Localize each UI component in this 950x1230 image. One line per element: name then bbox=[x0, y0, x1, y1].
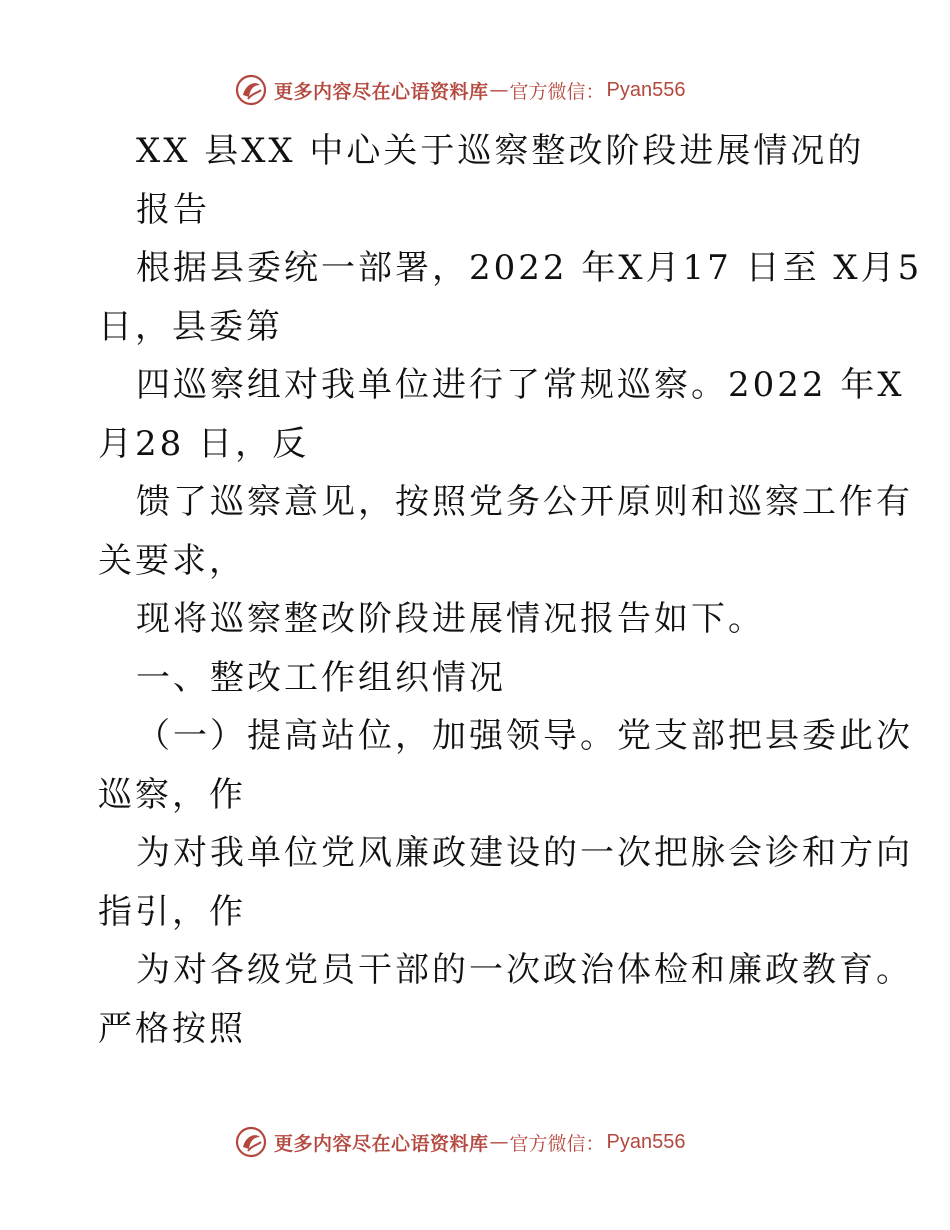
paragraph-line: 关要求， bbox=[98, 540, 246, 581]
paragraph-line: 馈了巡察意见，按照党务公开原则和巡察工作有 bbox=[136, 482, 913, 522]
page-header-watermark bbox=[0, 70, 950, 110]
document-title-line-2: 报告 bbox=[136, 189, 210, 230]
watermark-text: 更多内容尽在心语资料库 bbox=[274, 80, 489, 103]
watermark-id: Pyan556 bbox=[606, 78, 686, 101]
watermark-id: Pyan556 bbox=[606, 1130, 686, 1153]
paragraph-line: （一）提高站位，加强领导。党支部把县委此次 bbox=[136, 716, 913, 756]
watermark-banner bbox=[234, 70, 686, 110]
paragraph-line: 日，县委第 bbox=[98, 306, 283, 347]
flame-swirl-logo-icon bbox=[234, 1125, 268, 1159]
watermark-label: 官方微信： bbox=[509, 80, 605, 103]
watermark-text: 更多内容尽在心语资料库 bbox=[274, 1132, 489, 1155]
watermark-banner bbox=[234, 1122, 686, 1162]
watermark-label: 官方微信： bbox=[509, 1132, 605, 1155]
paragraph-line: 为对我单位党风廉政建设的一次把脉会诊和方向 bbox=[136, 833, 913, 873]
paragraph-line: 严格按照 bbox=[98, 1008, 246, 1049]
paragraph-line: 指引，作 bbox=[98, 891, 246, 932]
watermark-dash: — bbox=[489, 79, 509, 101]
section-heading: 一、整改工作组织情况 bbox=[136, 657, 506, 698]
paragraph-line: 月28 日，反 bbox=[98, 423, 310, 464]
paragraph-line: 巡察，作 bbox=[98, 774, 246, 815]
document-title-line-1: XX 县XX 中心关于巡察整改阶段进展情况的 bbox=[136, 131, 865, 171]
watermark-dash: — bbox=[489, 1131, 509, 1153]
page-footer-watermark bbox=[0, 1122, 950, 1162]
flame-swirl-logo-icon bbox=[234, 73, 268, 107]
paragraph-line: 为对各级党员干部的一次政治体检和廉政教育。 bbox=[136, 950, 913, 990]
document-body bbox=[98, 122, 923, 1058]
paragraph-line: 根据县委统一部署，2022 年X月17 日至 X月5 bbox=[136, 248, 923, 288]
paragraph-line: 现将巡察整改阶段进展情况报告如下。 bbox=[136, 599, 765, 639]
paragraph-line: 四巡察组对我单位进行了常规巡察。2022 年X bbox=[136, 365, 905, 405]
